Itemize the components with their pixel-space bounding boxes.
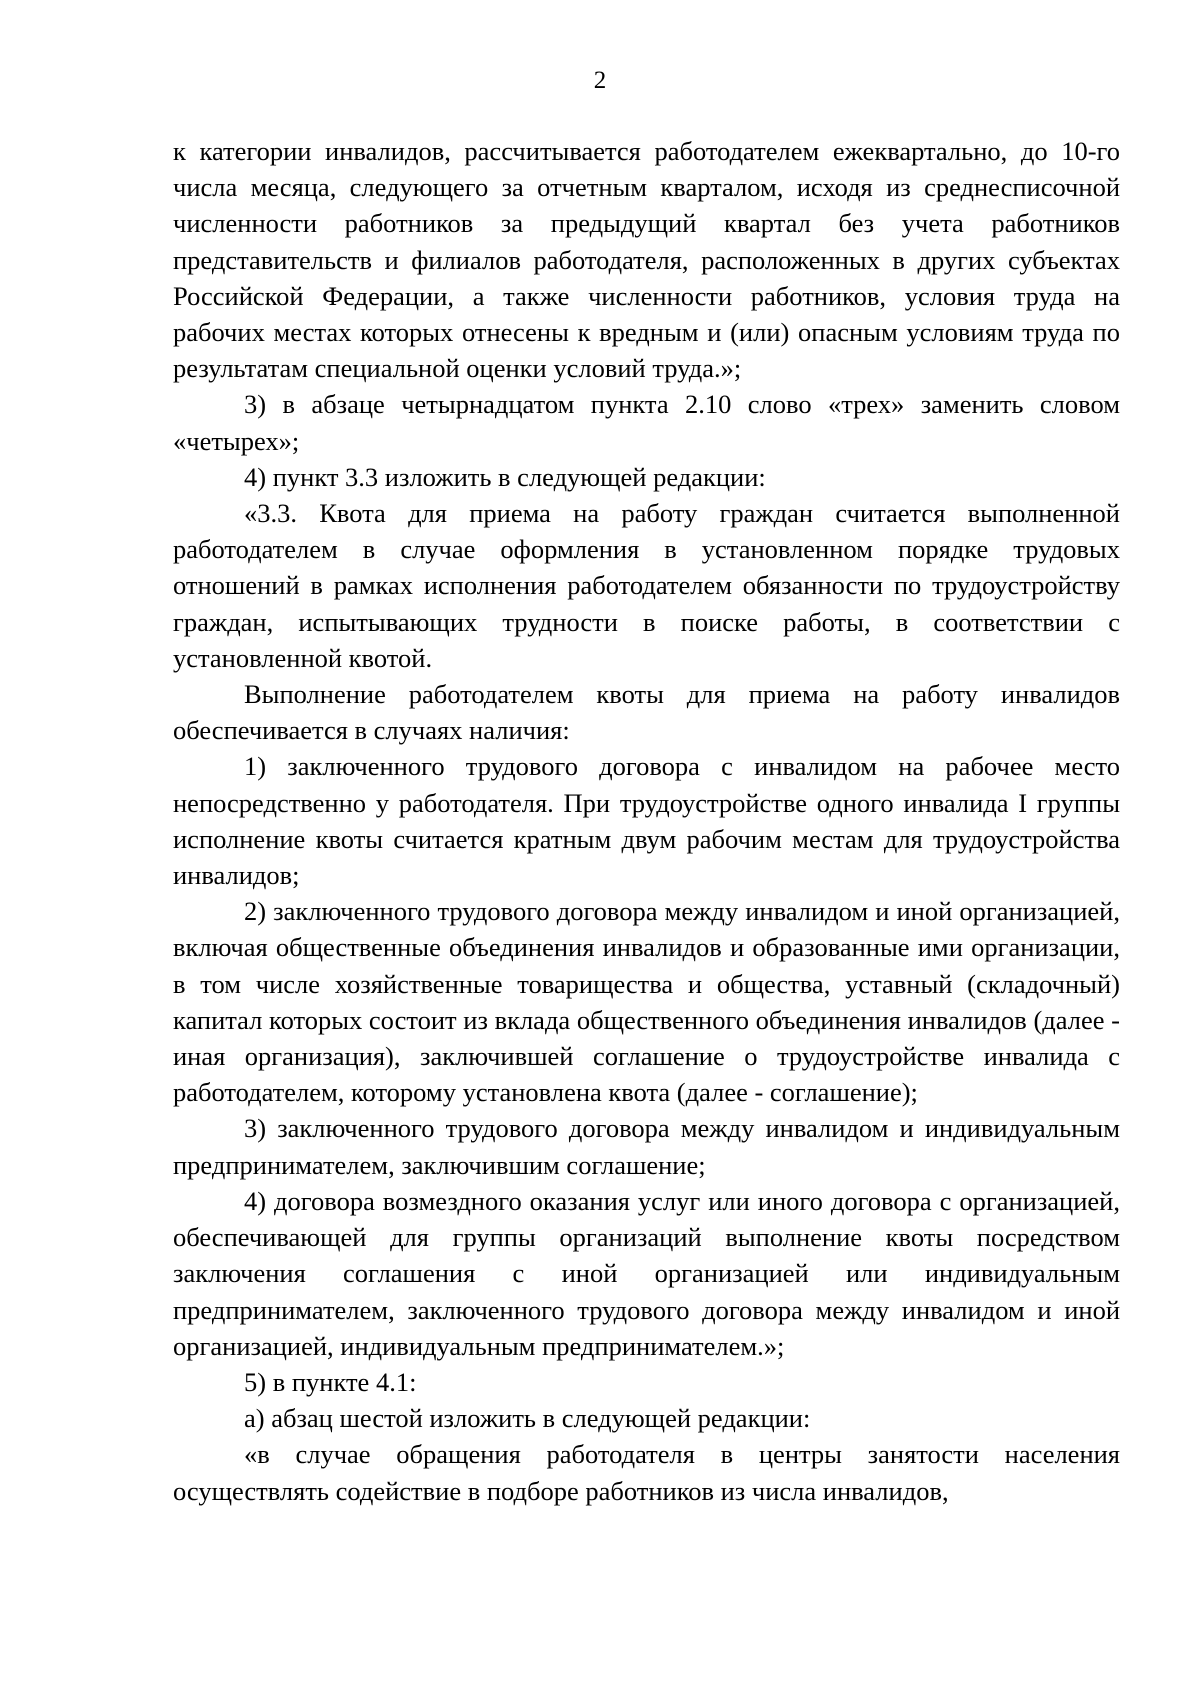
document-body	[173, 133, 1120, 1509]
paragraph-subitem-2: 2) заключенного трудового договора между инвалидом и иной организацией, включая общественные объединения инвалидов и образованные ими организации, в том числе хозяйственные товарищества и общества, уставный (складочный) капитал которых состоит из вклада общественного объединения инвалидов (далее - иная организация), заключившей соглашение о трудоустройстве инвалида с работодателем, которому установлена квота (далее - соглашение);	[173, 896, 1120, 1108]
paragraph-subitem-1: 1) заключенного трудового договора с инвалидом на рабочее место непосредственно у работодателя. При трудоустройстве одного инвалида I группы исполнение квоты считается кратным двум рабочим местам для трудоустройства инвалидов;	[173, 751, 1120, 891]
paragraph-item-4: 4) пункт 3.3 изложить в следующей редакции:	[244, 461, 766, 492]
paragraph-item-5: 5) в пункте 4.1:	[244, 1366, 417, 1397]
paragraph-subitem-3: 3) заключенного трудового договора между инвалидом и индивидуальным предпринимателем, заключившим соглашение;	[173, 1113, 1120, 1180]
paragraph-item-3: 3) в абзаце четырнадцатом пункта 2.10 слово «трех» заменить словом «четырех»;	[173, 389, 1120, 456]
paragraph-quote-3-3: «3.3. Квота для приема на работу граждан считается выполненной работодателем в случае оформления в установленном порядке трудовых отношений в рамках исполнения работодателем обязанности по трудоустройству граждан, испытывающих трудности в поиске работы, в соответствии с установленной квотой.	[173, 498, 1120, 673]
page-number: 2	[593, 67, 607, 94]
paragraph-subitem-4: 4) договора возмездного оказания услуг или иного договора с организацией, обеспечивающей для группы организаций выполнение квоты посредством заключения соглашения с иной организацией или индивидуальным предпринимателем, заключенного трудового договора между инвалидом и иной организацией, индивидуальным предпринимателем.»;	[173, 1185, 1120, 1361]
paragraph-continuation: к категории инвалидов, рассчитывается работодателем ежеквартально, до 10-го числа месяца, следующего за отчетным кварталом, исходя из среднесписочной численности работников за предыдущий квартал без учета работников представительств и филиалов работодателя, расположенных в других субъектах Российской Федерации, а также численности работников, условия труда на рабочих местах которых отнесены к вредным и (или) опасным условиям труда по результатам специальной оценки условий труда.»;	[173, 136, 1120, 384]
paragraph-quote-employment: «в случае обращения работодателя в центры занятости населения осуществлять содействие в подборе работников из числа инвалидов,	[173, 1439, 1120, 1506]
paragraph-item-5a: а) абзац шестой изложить в следующей редакции:	[244, 1403, 811, 1434]
paragraph-quota-fulfillment: Выполнение работодателем квоты для приема на работу инвалидов обеспечивается в случаях наличия:	[173, 679, 1120, 746]
